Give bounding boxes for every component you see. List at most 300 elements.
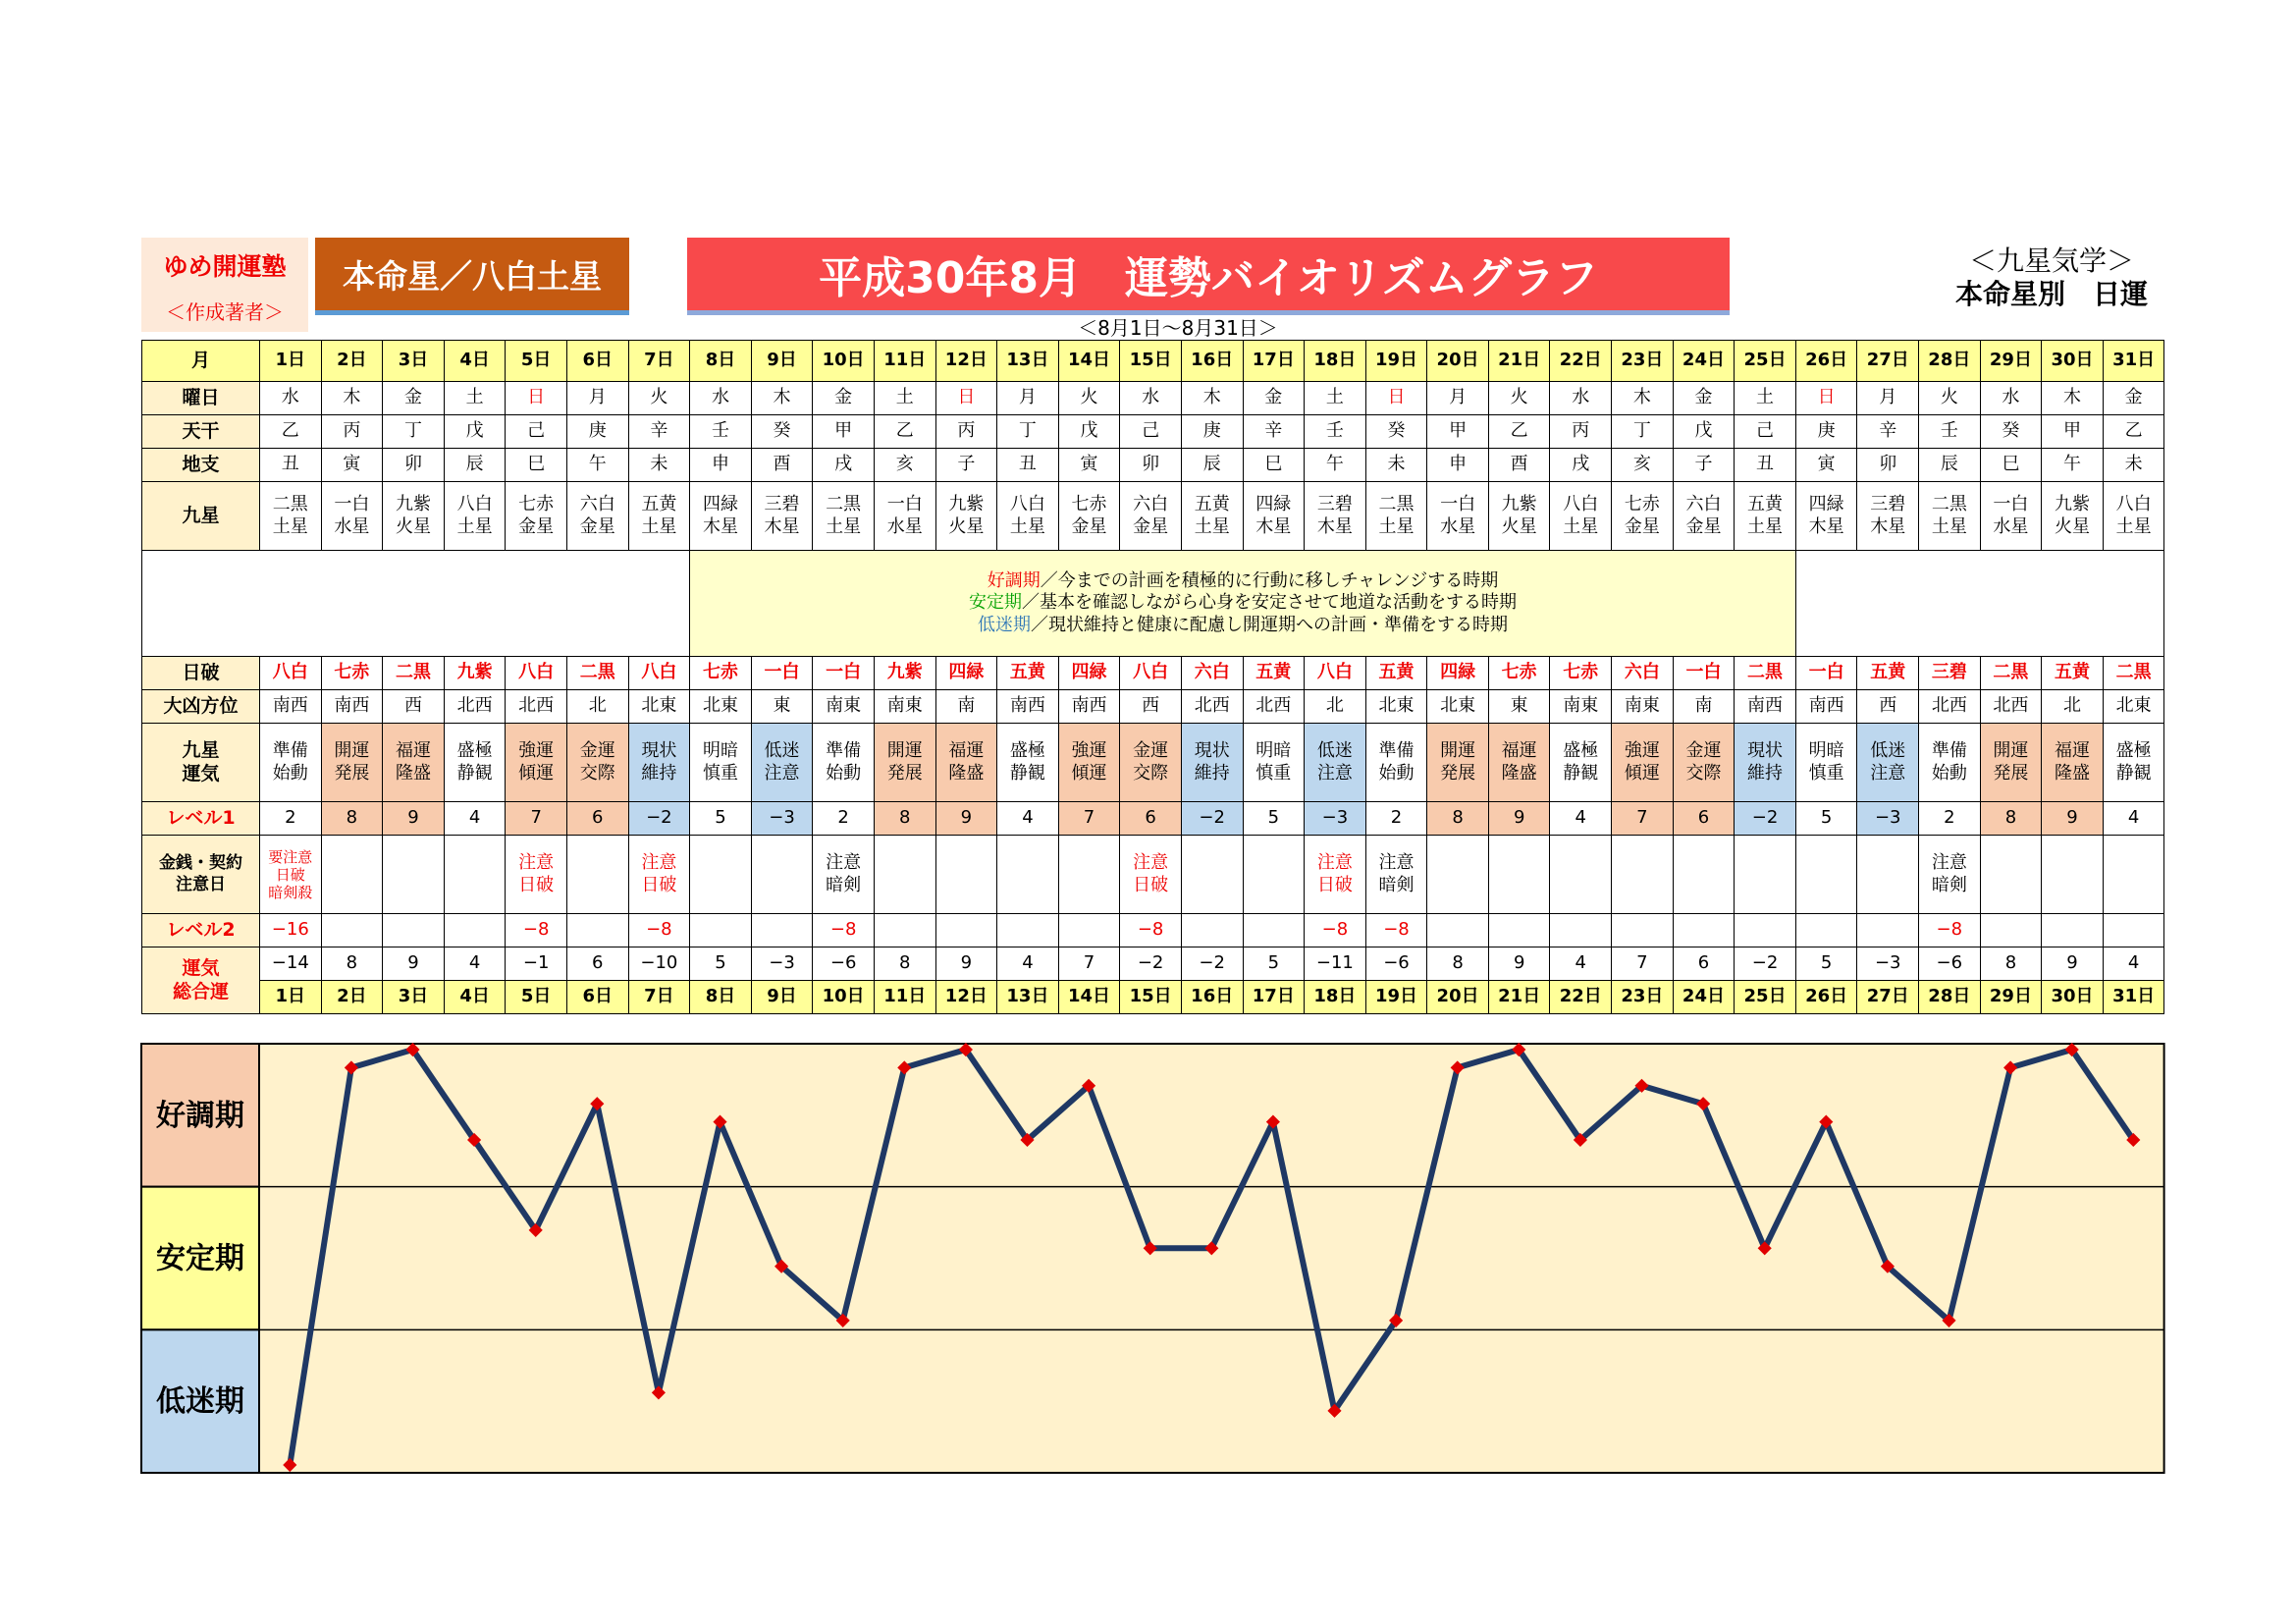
total-cell: −1 xyxy=(506,947,567,981)
day-footer: 3日 xyxy=(383,981,445,1014)
level1-cell: 4 xyxy=(997,802,1059,836)
daikyo-cell: 北東 xyxy=(1427,690,1489,724)
cell-line: 日破 xyxy=(275,865,305,884)
label-level1: レベル1 xyxy=(142,802,260,836)
chishi-cell: 卯 xyxy=(383,449,445,482)
level1-cell: 7 xyxy=(506,802,567,836)
label-weekday: 曜日 xyxy=(142,382,260,415)
tenkan-cell: 乙 xyxy=(2103,415,2164,449)
cell-line: 七赤 xyxy=(1624,494,1660,514)
cell-line: 傾運 xyxy=(518,762,555,784)
cell-line: 隆盛 xyxy=(948,762,985,784)
day-header: 12日 xyxy=(935,341,997,382)
day-footer: 27日 xyxy=(1857,981,1919,1014)
day-footer: 21日 xyxy=(1488,981,1550,1014)
level2-cell: −8 xyxy=(813,914,875,947)
hiba-cell: 五黄 xyxy=(997,657,1059,690)
hiba-cell: 二黒 xyxy=(1980,657,2042,690)
tenkan-cell: 己 xyxy=(506,415,567,449)
cell-line: 水星 xyxy=(1440,515,1476,537)
daikyo-cell: 北西 xyxy=(506,690,567,724)
cell-line: 低迷 xyxy=(1316,740,1353,761)
daikyo-cell: 南西 xyxy=(1795,690,1857,724)
cell-line: 現状 xyxy=(1194,740,1230,761)
day-header: 22日 xyxy=(1550,341,1612,382)
cell-line: 発展 xyxy=(1993,762,2029,784)
daikyo-cell: 東 xyxy=(751,690,813,724)
legend-text: ／現状維持と健康に配慮し開運期への計画・準備をする時期 xyxy=(1031,614,1508,635)
weekday-cell: 月 xyxy=(1857,382,1919,415)
legend-term: 安定期 xyxy=(969,592,1022,614)
level2-cell: −8 xyxy=(1365,914,1427,947)
level2-cell: −16 xyxy=(260,914,322,947)
cell-line: 九紫 xyxy=(1501,494,1537,514)
cell-line: 盛極 xyxy=(456,740,493,761)
cell-line: 土星 xyxy=(456,515,493,537)
page-title: 平成30年8月 運勢バイオリズムグラフ xyxy=(687,238,1730,310)
subtitle-kyusei: ＜九星気学＞ xyxy=(1968,244,2134,277)
hiba-cell: 七赤 xyxy=(1550,657,1612,690)
cell-line: 開運 xyxy=(1440,740,1476,761)
tenkan-cell: 乙 xyxy=(1488,415,1550,449)
cell-line: 静観 xyxy=(456,762,493,784)
band-label: 低迷期 xyxy=(156,1384,244,1420)
total-cell: −14 xyxy=(260,947,322,981)
label-kyusei: 九星 xyxy=(142,482,260,551)
level1-cell: 7 xyxy=(1612,802,1674,836)
weekday-cell: 木 xyxy=(751,382,813,415)
chishi-cell: 丑 xyxy=(1735,449,1796,482)
day-header: 21日 xyxy=(1488,341,1550,382)
tenkan-cell: 戊 xyxy=(1673,415,1735,449)
hiba-cell: 七赤 xyxy=(321,657,383,690)
cell-line: 注意 xyxy=(1870,762,1906,784)
cell-line: 木星 xyxy=(1316,515,1353,537)
day-footer: 15日 xyxy=(1120,981,1182,1014)
chishi-cell: 酉 xyxy=(751,449,813,482)
chishi-cell: 未 xyxy=(628,449,690,482)
cell-line: 静観 xyxy=(2115,762,2152,784)
daikyo-cell: 北西 xyxy=(1919,690,1981,724)
level1-cell: 4 xyxy=(2103,802,2164,836)
day-header: 10日 xyxy=(813,341,875,382)
cell-line: 盛極 xyxy=(2115,740,2152,761)
tenkan-cell: 己 xyxy=(1120,415,1182,449)
daikyo-cell: 北 xyxy=(566,690,628,724)
label-kinsen-line: 注意日 xyxy=(176,874,226,894)
tenkan-cell: 辛 xyxy=(1243,415,1305,449)
label-hiba: 日破 xyxy=(142,657,260,690)
day-header: 2日 xyxy=(321,341,383,382)
level1-cell: 8 xyxy=(321,802,383,836)
cell-line: 静観 xyxy=(1563,762,1599,784)
tenkan-cell: 丙 xyxy=(1550,415,1612,449)
weekday-cell: 水 xyxy=(1120,382,1182,415)
hiba-cell: 四緑 xyxy=(935,657,997,690)
daikyo-cell: 南西 xyxy=(1735,690,1796,724)
chishi-cell: 申 xyxy=(1427,449,1489,482)
level1-cell: 6 xyxy=(1673,802,1735,836)
day-footer: 6日 xyxy=(566,981,628,1014)
day-footer: 24日 xyxy=(1673,981,1735,1014)
total-cell: −2 xyxy=(1120,947,1182,981)
level2-cell: −8 xyxy=(1919,914,1981,947)
tenkan-cell: 辛 xyxy=(628,415,690,449)
tenkan-cell: 壬 xyxy=(690,415,752,449)
cell-line: 強運 xyxy=(1624,740,1660,761)
daikyo-cell: 南西 xyxy=(260,690,322,724)
daikyo-cell: 東 xyxy=(1488,690,1550,724)
cell-line: 水星 xyxy=(886,515,923,537)
cell-line: 現状 xyxy=(1747,740,1784,761)
chishi-cell: 寅 xyxy=(1058,449,1120,482)
tenkan-cell: 乙 xyxy=(260,415,322,449)
cell-line: 水星 xyxy=(334,515,370,537)
weekday-cell: 水 xyxy=(260,382,322,415)
hiba-cell: 五黄 xyxy=(1365,657,1427,690)
hiba-cell: 五黄 xyxy=(2042,657,2104,690)
total-cell: 5 xyxy=(690,947,752,981)
chishi-cell: 巳 xyxy=(506,449,567,482)
level1-cell: 6 xyxy=(566,802,628,836)
weekday-cell: 日 xyxy=(1365,382,1427,415)
level1-cell: 6 xyxy=(1120,802,1182,836)
cell-line: 六白 xyxy=(579,494,615,514)
label-daikyo: 大凶方位 xyxy=(142,690,260,724)
cell-line: 土星 xyxy=(1378,515,1415,537)
day-header: 16日 xyxy=(1181,341,1243,382)
cell-line: 土星 xyxy=(1931,515,1967,537)
hiba-cell: 二黒 xyxy=(1735,657,1796,690)
cell-line: 注意 xyxy=(1316,852,1353,873)
label-month: 月 xyxy=(142,341,260,382)
cell-line: 慎重 xyxy=(1255,762,1292,784)
level1-cell: −2 xyxy=(1735,802,1796,836)
day-header: 25日 xyxy=(1735,341,1796,382)
cell-line: 維持 xyxy=(641,762,677,784)
cell-line: 木星 xyxy=(764,515,800,537)
chishi-cell: 辰 xyxy=(1181,449,1243,482)
chishi-cell: 午 xyxy=(1305,449,1366,482)
day-footer: 8日 xyxy=(690,981,752,1014)
chishi-cell: 亥 xyxy=(874,449,935,482)
day-footer: 28日 xyxy=(1919,981,1981,1014)
hiba-cell: 八白 xyxy=(260,657,322,690)
cell-line: 福運 xyxy=(2055,740,2091,761)
day-footer: 16日 xyxy=(1181,981,1243,1014)
cell-line: 低迷 xyxy=(764,740,800,761)
cell-line: 五黄 xyxy=(1194,494,1230,514)
tenkan-cell: 丁 xyxy=(997,415,1059,449)
cell-line: 注意 xyxy=(826,852,862,873)
cell-line: 福運 xyxy=(1501,740,1537,761)
total-cell: −2 xyxy=(1735,947,1796,981)
weekday-cell: 月 xyxy=(997,382,1059,415)
daikyo-cell: 南東 xyxy=(813,690,875,724)
cell-line: 発展 xyxy=(886,762,923,784)
day-footer: 12日 xyxy=(935,981,997,1014)
cell-line: 低迷 xyxy=(1870,740,1906,761)
hiba-cell: 八白 xyxy=(1120,657,1182,690)
weekday-cell: 日 xyxy=(506,382,567,415)
hiba-cell: 七赤 xyxy=(1488,657,1550,690)
weekday-cell: 金 xyxy=(1673,382,1735,415)
daikyo-cell: 西 xyxy=(1120,690,1182,724)
tenkan-cell: 己 xyxy=(1735,415,1796,449)
day-footer: 26日 xyxy=(1795,981,1857,1014)
day-header: 15日 xyxy=(1120,341,1182,382)
hiba-cell: 一白 xyxy=(1795,657,1857,690)
cell-line: 七赤 xyxy=(1071,494,1107,514)
weekday-cell: 水 xyxy=(1550,382,1612,415)
weekday-cell: 水 xyxy=(690,382,752,415)
chishi-cell: 子 xyxy=(1673,449,1735,482)
cell-line: 明暗 xyxy=(702,740,738,761)
day-footer: 29日 xyxy=(1980,981,2042,1014)
legend-term: 好調期 xyxy=(987,569,1041,591)
hiba-cell: 八白 xyxy=(1305,657,1366,690)
day-header: 24日 xyxy=(1673,341,1735,382)
chishi-cell: 巳 xyxy=(1980,449,2042,482)
level1-cell: 2 xyxy=(813,802,875,836)
cell-line: 始動 xyxy=(272,762,308,784)
cell-line: 木星 xyxy=(1255,515,1292,537)
tenkan-cell: 丙 xyxy=(935,415,997,449)
chishi-cell: 辰 xyxy=(1919,449,1981,482)
chishi-cell: 寅 xyxy=(1795,449,1857,482)
level1-cell: 7 xyxy=(1058,802,1120,836)
day-footer: 7日 xyxy=(628,981,690,1014)
daikyo-cell: 北東 xyxy=(2103,690,2164,724)
day-header: 17日 xyxy=(1243,341,1305,382)
cell-line: 火星 xyxy=(1501,515,1537,537)
chishi-cell: 戌 xyxy=(1550,449,1612,482)
day-header: 8日 xyxy=(690,341,752,382)
daikyo-cell: 北西 xyxy=(1980,690,2042,724)
cell-line: 三碧 xyxy=(764,494,800,514)
weekday-cell: 火 xyxy=(628,382,690,415)
chishi-cell: 未 xyxy=(2103,449,2164,482)
weekday-cell: 土 xyxy=(874,382,935,415)
day-header: 19日 xyxy=(1365,341,1427,382)
hiba-cell: 四緑 xyxy=(1058,657,1120,690)
cell-line: 強運 xyxy=(1071,740,1107,761)
total-cell: 8 xyxy=(874,947,935,981)
level1-cell: 2 xyxy=(260,802,322,836)
daikyo-cell: 南西 xyxy=(1058,690,1120,724)
hiba-cell: 五黄 xyxy=(1857,657,1919,690)
chishi-cell: 酉 xyxy=(1488,449,1550,482)
cell-line: 福運 xyxy=(395,740,431,761)
cell-line: 六白 xyxy=(1133,494,1169,514)
hiba-cell: 五黄 xyxy=(1243,657,1305,690)
tenkan-cell: 戊 xyxy=(1058,415,1120,449)
day-header: 6日 xyxy=(566,341,628,382)
total-cell: 6 xyxy=(566,947,628,981)
total-cell: −3 xyxy=(1857,947,1919,981)
cell-line: 開運 xyxy=(886,740,923,761)
day-footer: 5日 xyxy=(506,981,567,1014)
day-header: 13日 xyxy=(997,341,1059,382)
cell-line: 金運 xyxy=(1685,740,1722,761)
cell-line: 準備 xyxy=(826,740,862,761)
tenkan-cell: 甲 xyxy=(2042,415,2104,449)
day-footer: 13日 xyxy=(997,981,1059,1014)
band-label: 安定期 xyxy=(156,1241,244,1276)
cell-line: 四緑 xyxy=(702,494,738,514)
cell-line: 盛極 xyxy=(1563,740,1599,761)
cell-line: 注意 xyxy=(1931,852,1967,873)
hiba-cell: 九紫 xyxy=(444,657,506,690)
cell-line: 火星 xyxy=(2055,515,2091,537)
level1-cell: 2 xyxy=(1919,802,1981,836)
cell-line: 開運 xyxy=(334,740,370,761)
subtitle-daily: 本命星別 日運 xyxy=(1954,278,2148,310)
weekday-cell: 金 xyxy=(383,382,445,415)
daikyo-cell: 南西 xyxy=(321,690,383,724)
day-header: 28日 xyxy=(1919,341,1981,382)
cell-line: 九紫 xyxy=(395,494,431,514)
cell-line: 金星 xyxy=(1624,515,1660,537)
hiba-cell: 七赤 xyxy=(690,657,752,690)
cell-line: 一白 xyxy=(886,494,923,514)
total-cell: −2 xyxy=(1181,947,1243,981)
tenkan-cell: 乙 xyxy=(874,415,935,449)
tenkan-cell: 庚 xyxy=(1795,415,1857,449)
cell-line: 金星 xyxy=(579,515,615,537)
cell-line: 金星 xyxy=(518,515,555,537)
tenkan-cell: 癸 xyxy=(751,415,813,449)
cell-line: 維持 xyxy=(1747,762,1784,784)
total-cell: −3 xyxy=(751,947,813,981)
weekday-cell: 金 xyxy=(1243,382,1305,415)
cell-line: 発展 xyxy=(1440,762,1476,784)
weekday-cell: 火 xyxy=(1058,382,1120,415)
daikyo-cell: 北 xyxy=(1305,690,1366,724)
cell-line: 慎重 xyxy=(1808,762,1844,784)
plot-area xyxy=(259,1044,2164,1473)
total-cell: 9 xyxy=(1488,947,1550,981)
cell-line: 土星 xyxy=(272,515,308,537)
level1-cell: 4 xyxy=(444,802,506,836)
chishi-cell: 子 xyxy=(935,449,997,482)
hiba-cell: 六白 xyxy=(1181,657,1243,690)
weekday-cell: 木 xyxy=(1181,382,1243,415)
cell-line: 交際 xyxy=(1685,762,1722,784)
chishi-cell: 戌 xyxy=(813,449,875,482)
weekday-cell: 土 xyxy=(1305,382,1366,415)
total-cell: 4 xyxy=(1550,947,1612,981)
weekday-cell: 木 xyxy=(321,382,383,415)
cell-line: 木星 xyxy=(1870,515,1906,537)
cell-line: 始動 xyxy=(1378,762,1415,784)
cell-line: 火星 xyxy=(395,515,431,537)
cell-line: 土星 xyxy=(641,515,677,537)
cell-line: 金運 xyxy=(579,740,615,761)
day-header: 5日 xyxy=(506,341,567,382)
cell-line: 注意 xyxy=(1316,762,1353,784)
school-name: ゆめ開運塾 xyxy=(163,252,287,281)
tenkan-cell: 庚 xyxy=(566,415,628,449)
daikyo-cell: 北 xyxy=(2042,690,2104,724)
weekday-cell: 日 xyxy=(935,382,997,415)
cell-line: 六白 xyxy=(1685,494,1722,514)
cell-line: 二黒 xyxy=(1931,494,1967,514)
cell-line: 発展 xyxy=(334,762,370,784)
cell-line: 始動 xyxy=(1931,762,1967,784)
chishi-cell: 丑 xyxy=(997,449,1059,482)
tenkan-cell: 癸 xyxy=(1365,415,1427,449)
total-cell: −6 xyxy=(1919,947,1981,981)
chishi-cell: 巳 xyxy=(1243,449,1305,482)
tenkan-cell: 甲 xyxy=(1427,415,1489,449)
cell-line: 暗剣 xyxy=(826,874,862,895)
level2-cell: −8 xyxy=(1120,914,1182,947)
day-header: 20日 xyxy=(1427,341,1489,382)
cell-line: 隆盛 xyxy=(2055,762,2091,784)
level2-cell: −8 xyxy=(628,914,690,947)
level1-cell: 4 xyxy=(1550,802,1612,836)
legend-term: 低迷期 xyxy=(978,614,1031,635)
chishi-cell: 未 xyxy=(1365,449,1427,482)
cell-line: 土星 xyxy=(1009,515,1045,537)
daikyo-cell: 南 xyxy=(1673,690,1735,724)
tenkan-cell: 丙 xyxy=(321,415,383,449)
day-header: 3日 xyxy=(383,341,445,382)
chishi-cell: 卯 xyxy=(1120,449,1182,482)
cell-line: 四緑 xyxy=(1255,494,1292,514)
day-header: 27日 xyxy=(1857,341,1919,382)
cell-line: 注意 xyxy=(1378,852,1415,873)
level1-cell: −3 xyxy=(1857,802,1919,836)
cell-line: 明暗 xyxy=(1808,740,1844,761)
level1-cell: 5 xyxy=(1243,802,1305,836)
label-tenkan: 天干 xyxy=(142,415,260,449)
tenkan-cell: 庚 xyxy=(1181,415,1243,449)
hiba-cell: 八白 xyxy=(506,657,567,690)
tenkan-cell: 壬 xyxy=(1305,415,1366,449)
cell-line: 九紫 xyxy=(2055,494,2091,514)
cell-line: 日破 xyxy=(1133,874,1169,895)
cell-line: 一白 xyxy=(1440,494,1476,514)
cell-line: 慎重 xyxy=(702,762,738,784)
total-cell: 4 xyxy=(2103,947,2164,981)
chishi-cell: 午 xyxy=(2042,449,2104,482)
day-footer: 30日 xyxy=(2042,981,2104,1014)
weekday-cell: 金 xyxy=(813,382,875,415)
hiba-cell: 三碧 xyxy=(1919,657,1981,690)
level1-cell: −2 xyxy=(628,802,690,836)
cell-line: 三碧 xyxy=(1870,494,1906,514)
cell-line: 注意 xyxy=(518,852,555,873)
cell-line: 交際 xyxy=(1133,762,1169,784)
hiba-cell: 九紫 xyxy=(874,657,935,690)
weekday-cell: 木 xyxy=(1612,382,1674,415)
cell-line: 一白 xyxy=(1993,494,2029,514)
tenkan-cell: 戊 xyxy=(444,415,506,449)
cell-line: 注意 xyxy=(764,762,800,784)
daikyo-cell: 南東 xyxy=(874,690,935,724)
cell-line: 土星 xyxy=(2115,515,2152,537)
cell-line: 土星 xyxy=(1563,515,1599,537)
day-footer: 18日 xyxy=(1305,981,1366,1014)
total-cell: −10 xyxy=(628,947,690,981)
cell-line: 盛極 xyxy=(1009,740,1045,761)
daikyo-cell: 北東 xyxy=(1365,690,1427,724)
date-range: ＜8月1日～8月31日＞ xyxy=(1078,316,1278,340)
total-cell: 5 xyxy=(1243,947,1305,981)
chishi-cell: 申 xyxy=(690,449,752,482)
